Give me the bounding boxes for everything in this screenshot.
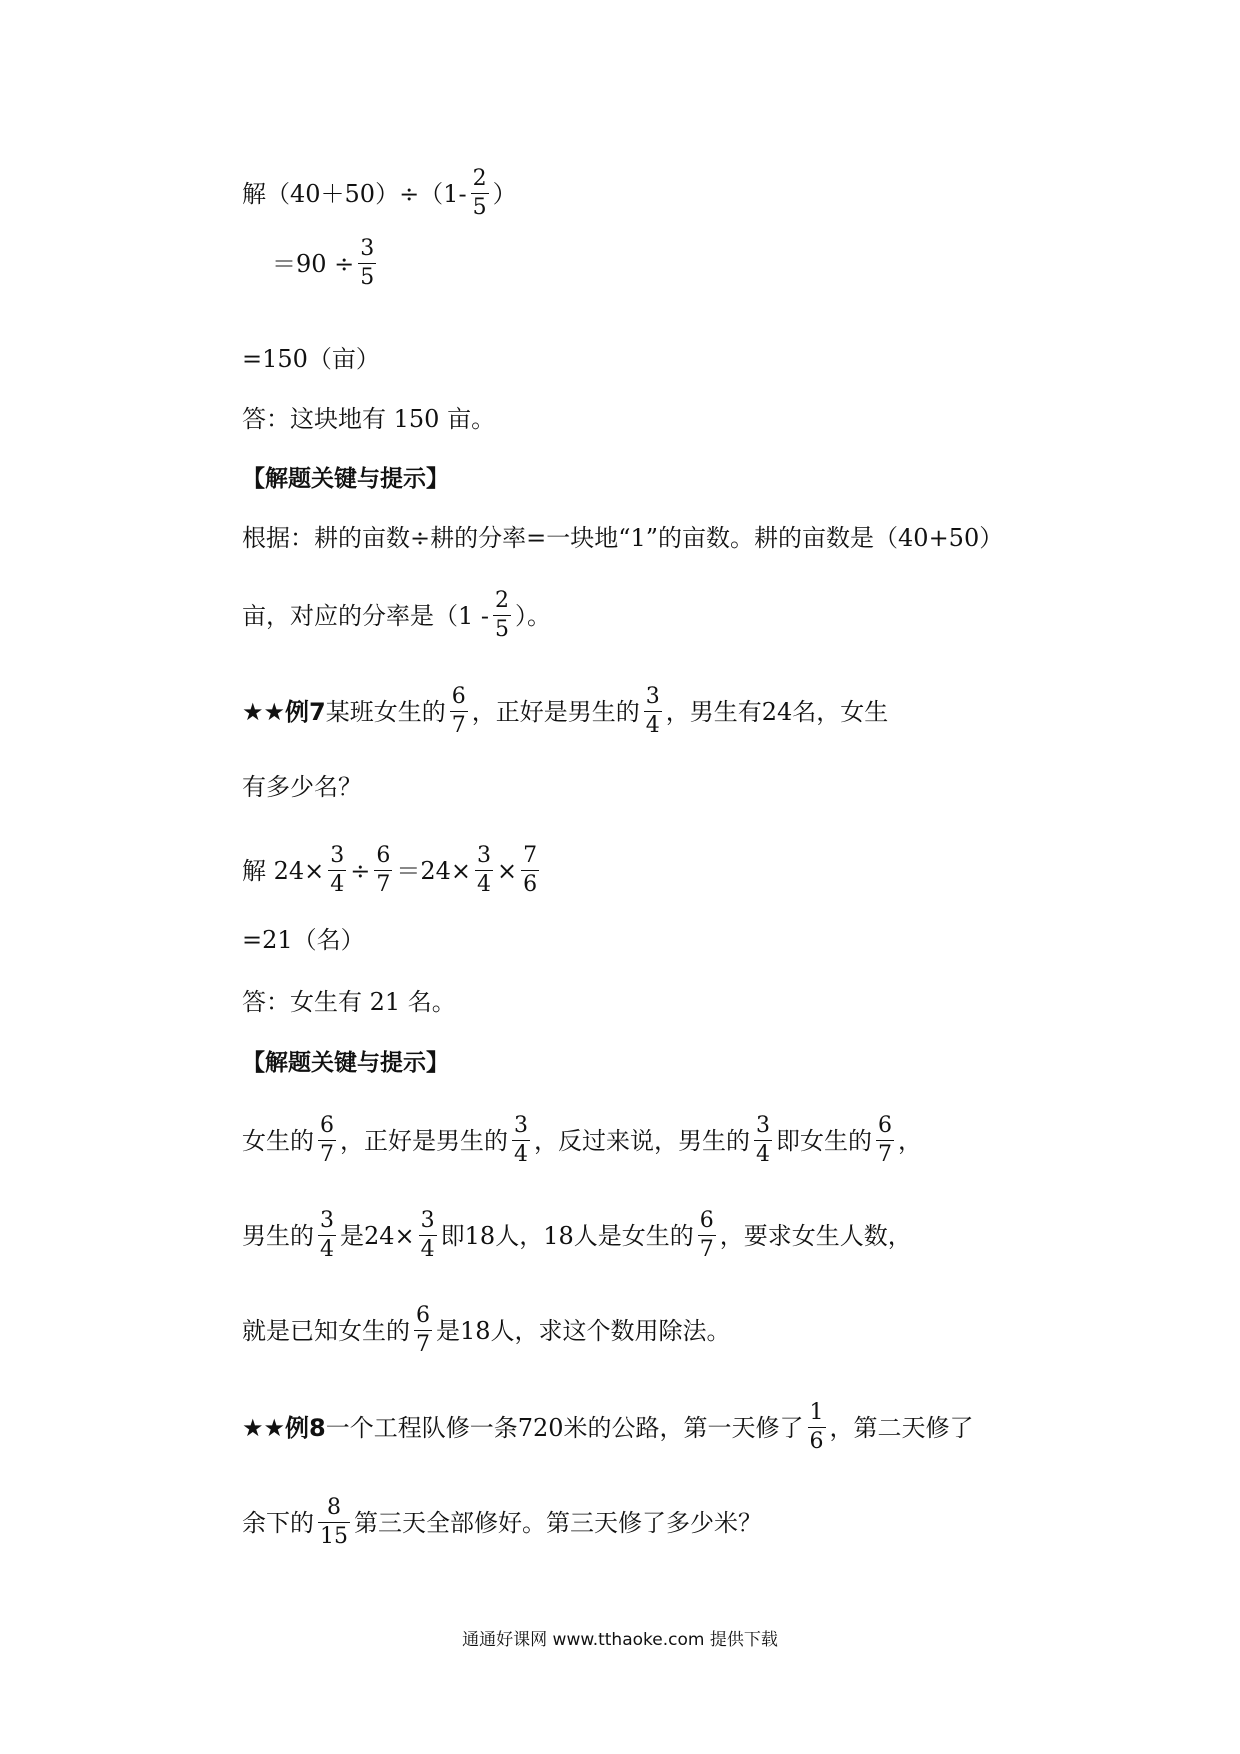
text: ，第二天修了 bbox=[829, 1413, 974, 1442]
text: ＝90 ÷ bbox=[272, 249, 355, 278]
text: 亩，对应的分率是（1 - bbox=[242, 601, 490, 630]
fraction: $\frac{6}{7}$ bbox=[699, 1208, 714, 1262]
text: 答：这块地有 150 亩。 bbox=[242, 405, 496, 433]
fraction: $\frac{2}{5}$ bbox=[495, 588, 510, 642]
text: ） bbox=[492, 179, 517, 208]
text: 女生的 bbox=[242, 1126, 314, 1155]
text: × bbox=[497, 856, 518, 885]
fraction: $\frac{3}{4}$ bbox=[330, 843, 345, 897]
fraction: $\frac{6}{7}$ bbox=[376, 843, 391, 897]
text: ，男生有24名，女生 bbox=[665, 697, 889, 726]
text: 某班女生的 bbox=[325, 697, 446, 726]
fraction: $\frac{6}{7}$ bbox=[320, 1113, 334, 1167]
hint-heading bbox=[242, 468, 449, 491]
example-label: ★★例8 bbox=[242, 1413, 326, 1442]
hint-7-heading bbox=[242, 1052, 449, 1075]
fraction: $\frac{6}{7}$ bbox=[451, 684, 466, 738]
solution-7-line-1 bbox=[242, 845, 543, 896]
text: 一个工程队修一条720米的公路，第一天修了 bbox=[325, 1413, 804, 1442]
example-7-line-2 bbox=[242, 775, 362, 799]
text: ，要求女生人数， bbox=[719, 1221, 912, 1250]
solution-7-line-2 bbox=[242, 928, 365, 952]
fraction: $\frac{3}{4}$ bbox=[420, 1208, 435, 1262]
answer-line bbox=[242, 407, 495, 431]
text: 即18人，18人是女生的 bbox=[440, 1221, 694, 1250]
text: ，正好是男生的 bbox=[340, 1126, 508, 1155]
text: =150（亩） bbox=[242, 345, 380, 373]
solution-line-2 bbox=[272, 238, 380, 289]
text: 【解题关键与提示】 bbox=[242, 1050, 449, 1076]
text: 就是已知女生的 bbox=[242, 1316, 410, 1345]
fraction: $\frac{6}{7}$ bbox=[878, 1113, 892, 1167]
fraction: $\frac{7}{6}$ bbox=[523, 843, 538, 897]
fraction: $\frac{3}{4}$ bbox=[645, 684, 660, 738]
example-label: ★★例7 bbox=[242, 697, 326, 726]
hint-7-line-3 bbox=[242, 1305, 731, 1356]
fraction: $\frac{1}{6}$ bbox=[809, 1400, 824, 1454]
text: 余下的 bbox=[242, 1508, 314, 1537]
text: 解（40＋50）÷（1- bbox=[242, 179, 467, 208]
text: 有多少名？ bbox=[242, 773, 362, 801]
text: ，反过来说，男生的 bbox=[534, 1126, 750, 1155]
answer-7-line bbox=[242, 990, 456, 1014]
hint-line-2 bbox=[242, 590, 551, 641]
fraction: $\frac{3}{4}$ bbox=[514, 1113, 528, 1167]
text: 解 24× bbox=[242, 856, 325, 885]
fraction: $\frac{3}{4}$ bbox=[756, 1113, 770, 1167]
text: ＝24× bbox=[396, 856, 472, 885]
fraction: $\frac{6}{7}$ bbox=[416, 1303, 430, 1357]
text: 根据：耕的亩数÷耕的分率=一块地“1”的亩数。耕的亩数是（40+50） bbox=[242, 524, 1004, 552]
fraction: $\frac{3}{4}$ bbox=[477, 843, 492, 897]
fraction: $\frac{8}{15}$ bbox=[320, 1495, 348, 1549]
page-footer: 通通好课网 www.tthaoke.com 提供下载 bbox=[462, 1630, 778, 1650]
text: ÷ bbox=[350, 856, 371, 885]
solution-line-1 bbox=[242, 168, 517, 219]
example-8-line-2 bbox=[242, 1497, 762, 1548]
text: 第三天全部修好。第三天修了多少米？ bbox=[354, 1508, 762, 1537]
text: ）。 bbox=[515, 601, 552, 630]
solution-line-3 bbox=[242, 347, 380, 371]
text: ，正好是男生的 bbox=[471, 697, 640, 726]
text: 即女生的 bbox=[776, 1126, 872, 1155]
fraction: $\frac{2}{5}$ bbox=[472, 166, 487, 220]
text: =21（名） bbox=[242, 926, 365, 954]
example-7-line-1 bbox=[242, 686, 888, 737]
text: 【解题关键与提示】 bbox=[242, 466, 449, 492]
text: ， bbox=[898, 1126, 922, 1155]
text: 男生的 bbox=[242, 1221, 314, 1250]
hint-7-line-1 bbox=[242, 1115, 922, 1166]
hint-7-line-2 bbox=[242, 1210, 912, 1261]
fraction: $\frac{3}{4}$ bbox=[320, 1208, 334, 1262]
hint-line-1 bbox=[242, 526, 1003, 550]
text: 是24× bbox=[340, 1221, 415, 1250]
text: 答：女生有 21 名。 bbox=[242, 988, 456, 1016]
text: 是18人，求这个数用除法。 bbox=[436, 1316, 731, 1345]
fraction: $\frac{3}{5}$ bbox=[360, 236, 375, 290]
example-8-line-1 bbox=[242, 1402, 974, 1453]
